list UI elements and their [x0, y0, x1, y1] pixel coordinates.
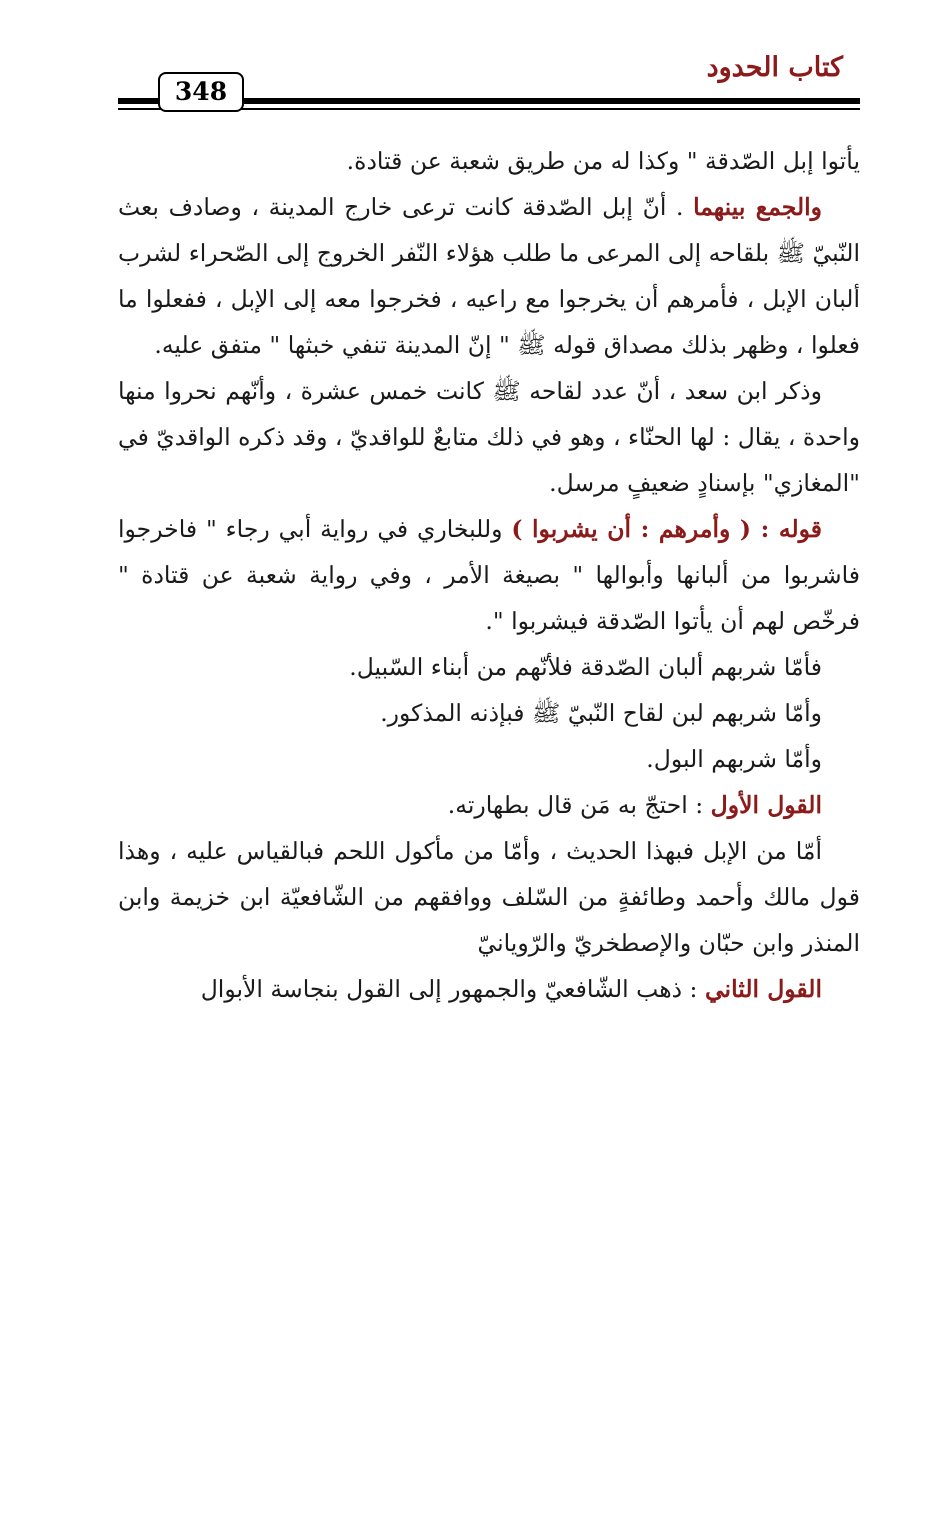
highlight-term: قوله : ( وأمرهم : أن يشربوا ) [511, 515, 823, 543]
paragraph: فأمّا شربهم ألبان الصّدقة فلأنّهم من أبناء السّبيل. [349, 653, 822, 681]
page-body [118, 138, 860, 1012]
highlight-term: القول الثاني [704, 975, 822, 1003]
paragraph: يأتوا إبل الصّدقة " وكذا له من طريق شعبة عن قتادة. [346, 147, 860, 175]
highlight-term: القول الأول [710, 791, 822, 819]
paragraph: القول الثاني : ذهب الشّافعيّ والجمهور إلى القول بنجاسة الأبوال [200, 975, 822, 1003]
page-header [0, 0, 945, 120]
paragraph: وأمّا شربهم البول. [646, 745, 822, 773]
highlight-term: والجمع بينهما [693, 193, 822, 221]
paragraph: أمّا من الإبل فبهذا الحديث ، وأمّا من مأكول اللحم فبالقياس عليه ، وهذا قول مالك وأحمد وطائفةٍ من السّلف ووافقهم من الشّافعيّة ابن خزيمة وابن المنذر وابن حبّان والإصطخريّ والرّويانيّ [118, 837, 860, 957]
paragraph: القول الأول : احتجّ به مَن قال بطهارته. [447, 791, 822, 819]
paragraph: وأمّا شربهم لبن لقاح النّبيّ ﷺ فبإذنه المذكور. [380, 699, 822, 727]
book-title: كتاب الحدود [706, 52, 843, 83]
paragraph: والجمع بينهما . أنّ إبل الصّدقة كانت ترعى خارج المدينة ، وصادف بعث النّبيّ ﷺ بلقاحه إلى المرعى ما طلب هؤلاء النّفر الخروج إلى الصّحراء لشرب ألبان الإبل ، فأمرهم أن يخرجوا مع راعيه ، فخرجوا معه إلى الإبل ، ففعلوا ما فعلوا ، وظهر بذلك مصداق قوله ﷺ " إنّ المدينة تنفي خبثها " متفق عليه. [118, 193, 860, 359]
paragraph: قوله : ( وأمرهم : أن يشربوا ) وللبخاري في رواية أبي رجاء " فاخرجوا فاشربوا من ألبانها وأبوالها " بصيغة الأمر ، وفي رواية شعبة عن قتادة " فرخّص لهم أن يأتوا الصّدقة فيشربوا ". [118, 515, 860, 635]
paragraph: وذكر ابن سعد ، أنّ عدد لقاحه ﷺ كانت خمس عشرة ، وأنّهم نحروا منها واحدة ، يقال : لها الحنّاء ، وهو في ذلك متابعٌ للواقديّ ، وقد ذكره الواقديّ في "المغازي" بإسنادٍ ضعيفٍ مرسل. [118, 377, 860, 497]
page-number: 348 [158, 72, 244, 112]
